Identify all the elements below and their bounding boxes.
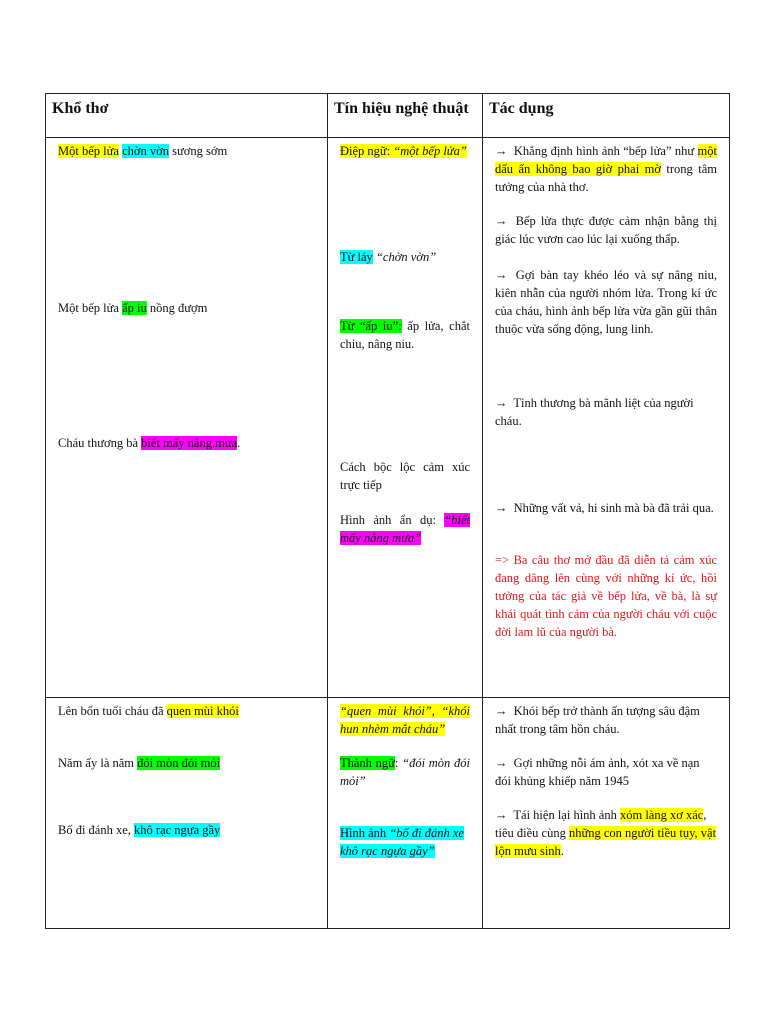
device-note: Hình ảnh ẩn dụ: “biết mấy nắng mưa” (340, 513, 470, 545)
row2-effect-cell (483, 698, 730, 929)
header-row (46, 94, 730, 138)
verse-line: Một bếp lửa ấp iu nồng đượm (58, 301, 208, 315)
effect-note: → Bếp lửa thực được cảm nhận bằng thị giác lúc vươn cao lúc lại xuống thấp. (495, 214, 717, 246)
device-note: “quen mùi khói”, “khói hun nhèm mắt cháu” (340, 704, 470, 736)
device-note: Hình ảnh “bố đi đánh xe khô rạc ngựa gầy” (340, 826, 464, 858)
device-note: Thành ngữ: “đói mòn đói mỏi” (340, 756, 470, 788)
analysis-table (45, 93, 730, 929)
right-arrow-icon: → (495, 808, 508, 822)
effect-note: → Gợi bàn tay khéo léo và sự nâng niu, kiên nhẫn của người nhóm lửa. Trong kí ức của cháu, hình ảnh bếp lửa vừa gần gũi thân thuộc vừa sống động, lung linh. (495, 268, 717, 336)
verse-line: Lên bốn tuổi cháu đã quen mùi khói (58, 704, 239, 718)
right-arrow-icon: → (495, 268, 508, 282)
right-arrow-icon: → (495, 214, 508, 228)
conclusion-note: => Ba câu thơ mở đầu đã diễn tả cảm xúc đang dâng lên cùng với những kí ức, hồi tưởng của tác giả về bếp lửa, về bà, là sự khái quát tình cảm của người cháu với cuộc đời lam lũ của người bà. (495, 553, 717, 639)
row2-device-cell (328, 698, 483, 929)
effect-note: → Gợi những nỗi ám ảnh, xót xa về nạn đói khủng khiếp năm 1945 (495, 756, 700, 788)
right-arrow-icon: → (495, 144, 508, 158)
device-note: Từ láy “chờn vờn” (340, 250, 437, 264)
device-note: Điệp ngữ: “một bếp lửa” (340, 144, 467, 158)
effect-note: → Khói bếp trở thành ấn tượng sâu đậm nhất trong tâm hồn cháu. (495, 704, 700, 736)
row1-effect-cell (483, 138, 730, 698)
header-tin-hieu: Tín hiệu nghệ thuật (328, 94, 483, 138)
verse-line: Năm ấy là năm đói mòn đói mỏi (58, 756, 221, 770)
right-arrow-icon: → (495, 501, 508, 515)
right-arrow-icon: → (495, 704, 508, 718)
table-row (46, 138, 730, 698)
effect-note: → Những vất vả, hi sinh mà bà đã trải qua. (495, 501, 714, 515)
verse-line: Bố đi đánh xe, khô rạc ngựa gầy (58, 823, 221, 837)
device-note: Cách bộc lộc cảm xúc trực tiếp (340, 460, 470, 492)
header-tac-dung: Tác dụng (483, 94, 730, 138)
effect-note: → Tái hiện lại hình ảnh xóm làng xơ xác, tiêu điều cùng những con người tiều tụy, vật lộn mưu sinh. (495, 808, 717, 858)
row2-stanza-cell (46, 698, 328, 929)
right-arrow-icon: → (495, 756, 508, 770)
effect-note: → Khẳng định hình ảnh “bếp lửa” như một dấu ấn không bao giờ phai mờ trong tâm tưởng của nhà thơ. (495, 144, 717, 194)
verse-line: Cháu thương bà biết mấy nắng mưa. (58, 436, 241, 450)
right-arrow-icon: → (495, 396, 508, 410)
table-row (46, 698, 730, 929)
header-kho-tho: Khổ thơ (46, 94, 328, 138)
effect-note: → Tình thương bà mãnh liệt của người cháu. (495, 396, 694, 428)
device-note: Từ “ấp iu”: ấp lửa, chắt chiu, nâng niu. (340, 319, 470, 351)
row1-stanza-cell (46, 138, 328, 698)
verse-line: Một bếp lửa chờn vờn sương sớm (58, 144, 228, 158)
row1-device-cell (328, 138, 483, 698)
